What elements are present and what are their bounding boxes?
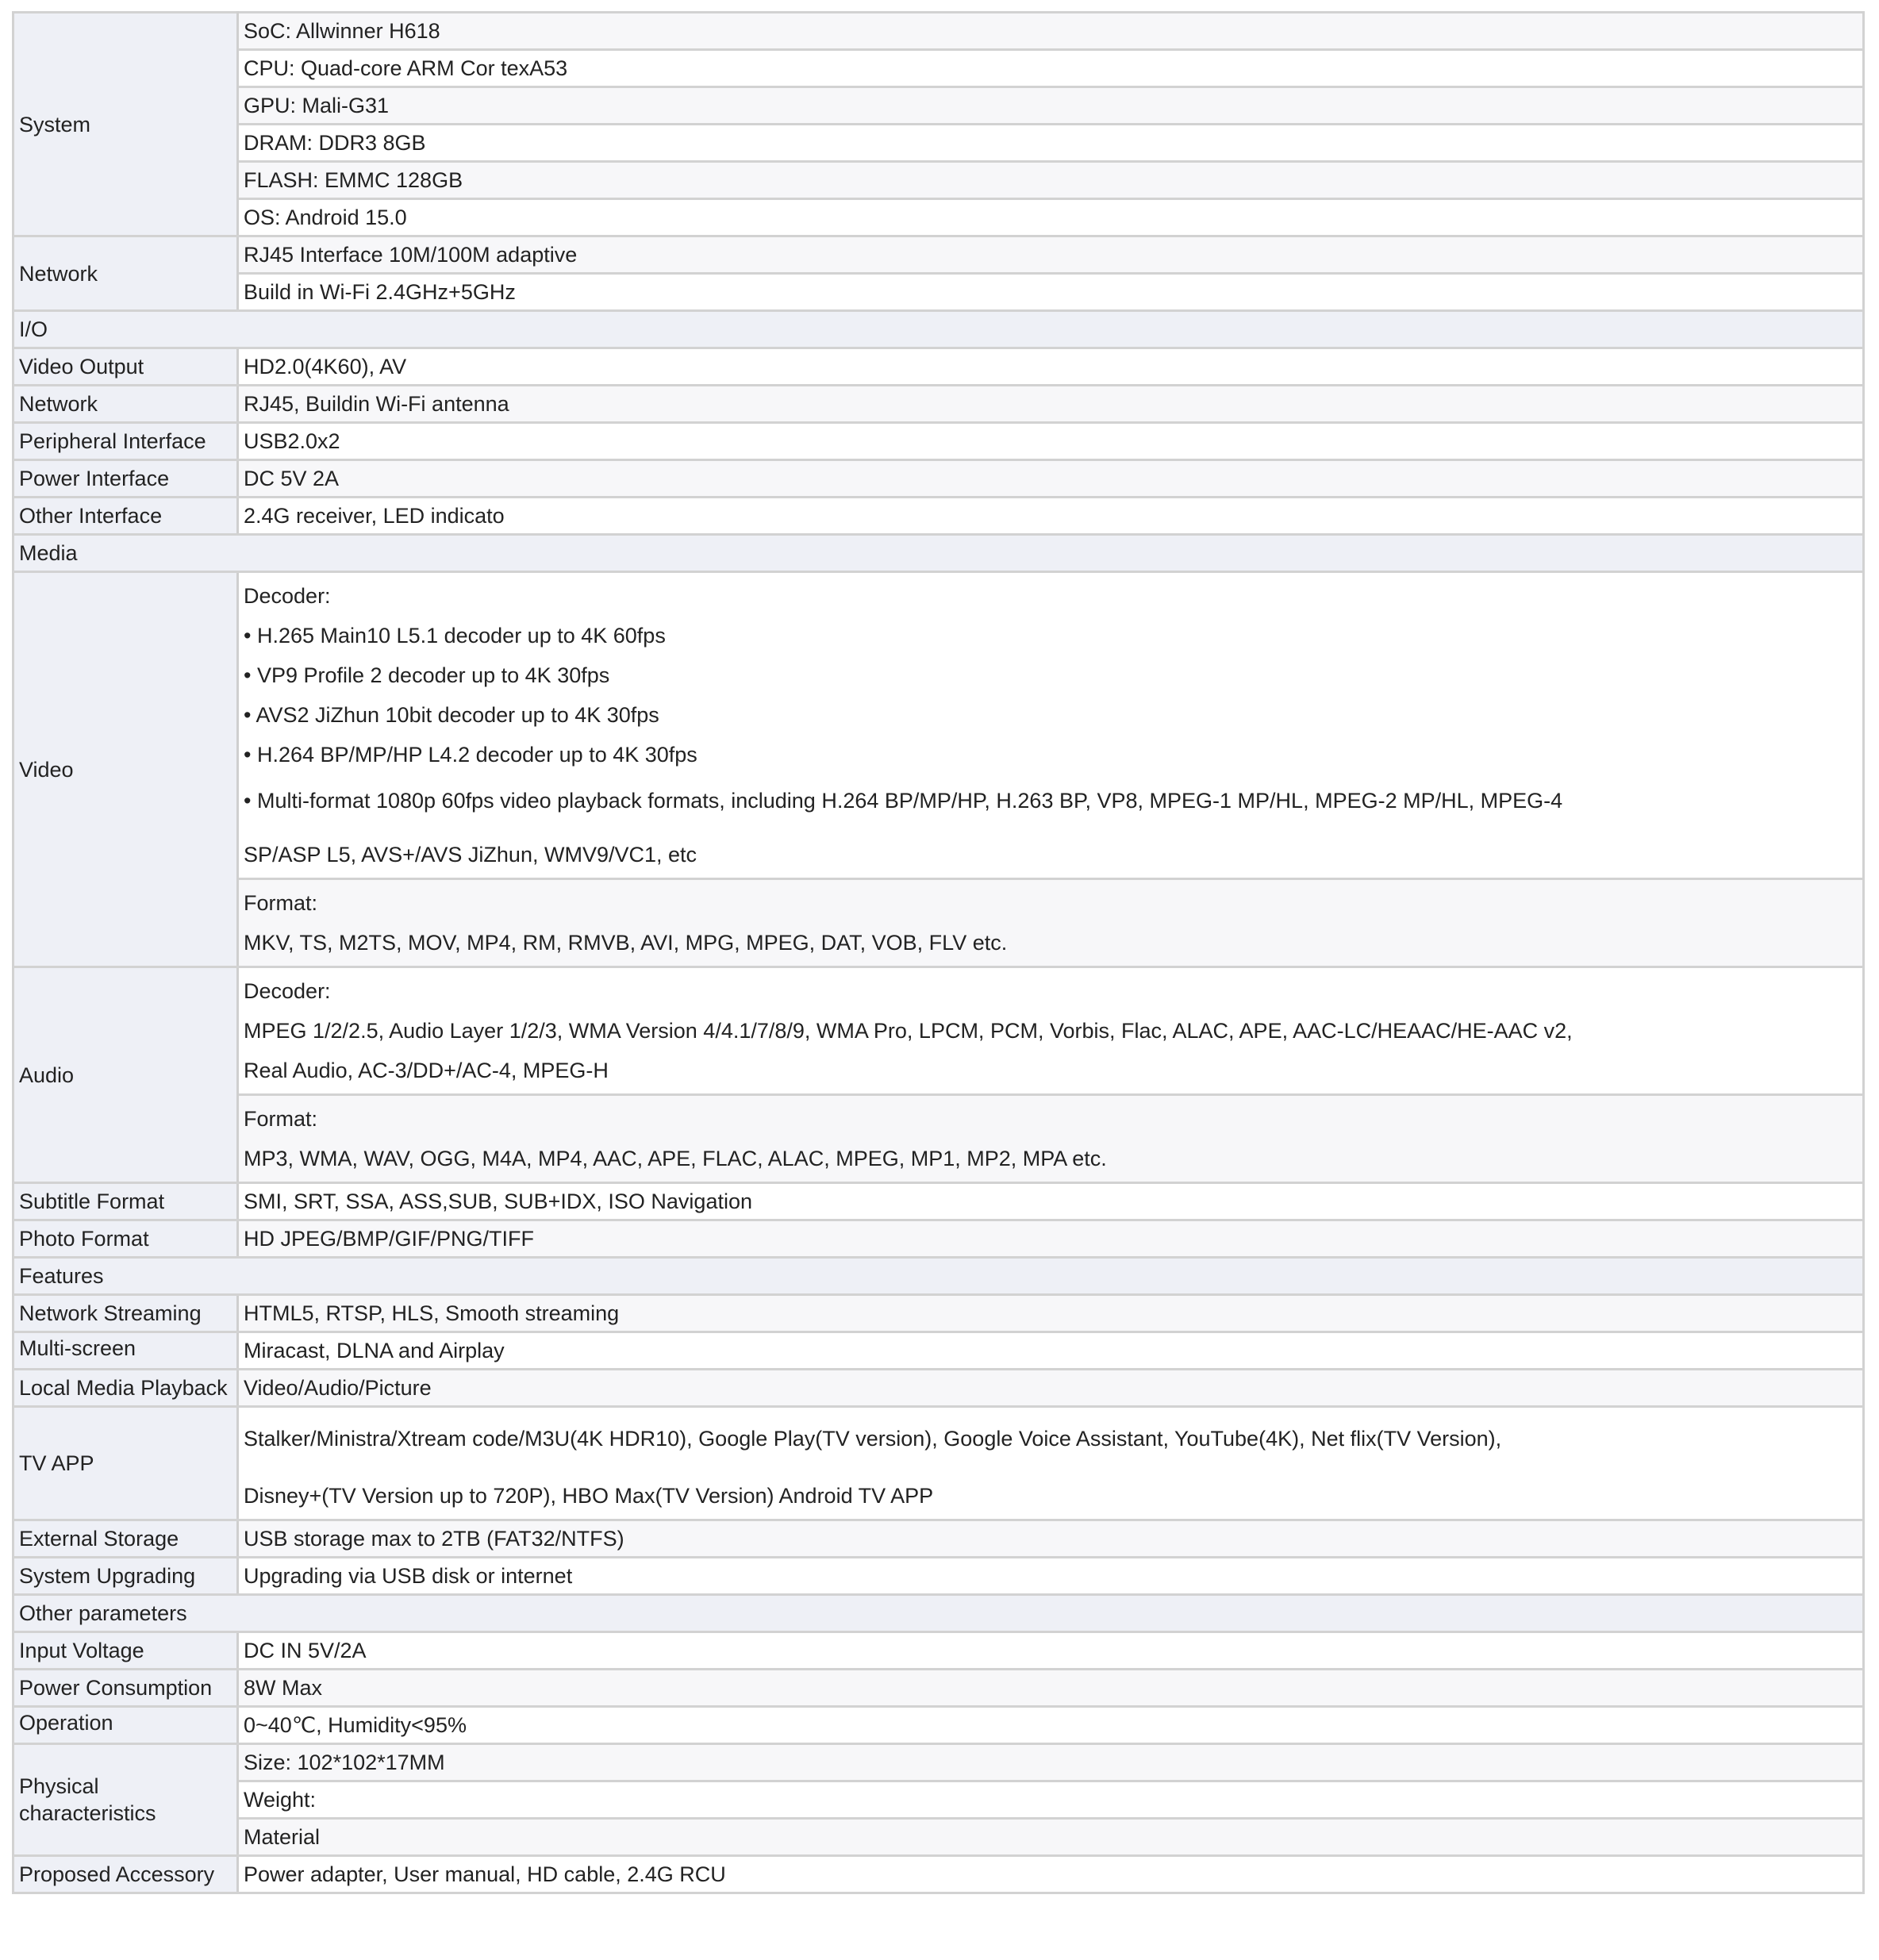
table-row: [13, 1183, 1864, 1220]
spec-value: USB2.0x2: [238, 423, 1864, 460]
table-row: [13, 50, 1864, 87]
spec-value: 8W Max: [238, 1670, 1864, 1707]
table-row: [13, 1707, 1864, 1744]
table-row: [13, 1407, 1864, 1520]
spec-value: [238, 1407, 1864, 1520]
spec-label: External Storage: [13, 1520, 238, 1558]
spec-value: FLASH: EMMC 128GB: [238, 162, 1864, 199]
spec-value-line: SP/ASP L5, AVS+/AVS JiZhun, WMV9/VC1, etc: [244, 843, 697, 867]
spec-label: Video Output: [13, 348, 238, 386]
section-heading: I/O: [13, 311, 1864, 348]
spec-value: DC 5V 2A: [238, 460, 1864, 498]
spec-label: Network Streaming: [13, 1295, 238, 1332]
spec-label: System Upgrading: [13, 1558, 238, 1595]
spec-value: [238, 967, 1864, 1095]
table-row: [13, 1558, 1864, 1595]
spec-value-line: • AVS2 JiZhun 10bit decoder up to 4K 30fps: [244, 703, 659, 727]
spec-label-text: Multi-screen: [19, 1336, 136, 1360]
section-heading: Features: [13, 1258, 1864, 1295]
spec-value-line: MP3, WMA, WAV, OGG, M4A, MP4, AAC, APE, FLAC, ALAC, MPEG, MP1, MP2, MPA etc.: [244, 1147, 1107, 1170]
spec-value: SoC: Allwinner H618: [238, 13, 1864, 50]
spec-label: Physical characteristics: [13, 1744, 238, 1856]
table-row: [13, 1632, 1864, 1670]
table-row: [13, 1670, 1864, 1707]
spec-value-line: MKV, TS, M2TS, MOV, MP4, RM, RMVB, AVI, MPG, MPEG, DAT, VOB, FLV etc.: [244, 931, 1008, 955]
section-heading: Media: [13, 535, 1864, 572]
table-row: [13, 13, 1864, 50]
spec-value: DC IN 5V/2A: [238, 1632, 1864, 1670]
section-row: [13, 535, 1864, 572]
spec-value: Miracast, DLNA and Airplay: [238, 1332, 1864, 1370]
section-row: [13, 1595, 1864, 1632]
spec-label: Peripheral Interface: [13, 423, 238, 460]
spec-label: Video: [13, 572, 238, 967]
spec-value: 2.4G receiver, LED indicato: [238, 498, 1864, 535]
table-row: [13, 1781, 1864, 1819]
table-row: [13, 1520, 1864, 1558]
spec-value: Video/Audio/Picture: [238, 1370, 1864, 1407]
spec-label: Photo Format: [13, 1220, 238, 1258]
table-row: [13, 199, 1864, 236]
spec-value-line: Stalker/Ministra/Xtream code/M3U(4K HDR10), Google Play(TV version), Google Voice Assistant, YouTube(4K), Net flix(TV Version),: [244, 1427, 1502, 1451]
spec-label: Audio: [13, 967, 238, 1183]
spec-value: RJ45, Buildin Wi-Fi antenna: [238, 386, 1864, 423]
spec-value: SMI, SRT, SSA, ASS,SUB, SUB+IDX, ISO Navigation: [238, 1183, 1864, 1220]
table-row: [13, 87, 1864, 125]
spec-value: GPU: Mali-G31: [238, 87, 1864, 125]
spec-value: HTML5, RTSP, HLS, Smooth streaming: [238, 1295, 1864, 1332]
spec-value: HD JPEG/BMP/GIF/PNG/TIFF: [238, 1220, 1864, 1258]
spec-value-line: • VP9 Profile 2 decoder up to 4K 30fps: [244, 663, 610, 687]
spec-value: USB storage max to 2TB (FAT32/NTFS): [238, 1520, 1864, 1558]
table-row: [13, 1856, 1864, 1893]
table-row: [13, 1095, 1864, 1183]
table-row: [13, 125, 1864, 162]
section-heading: Other parameters: [13, 1595, 1864, 1632]
table-row: [13, 572, 1864, 879]
table-row: [13, 1332, 1864, 1370]
spec-value-line: Format:: [244, 1107, 318, 1131]
spec-value: Power adapter, User manual, HD cable, 2.4G RCU: [238, 1856, 1864, 1893]
table-row: [13, 1370, 1864, 1407]
spec-label: Network: [13, 386, 238, 423]
spec-value-line: MPEG 1/2/2.5, Audio Layer 1/2/3, WMA Version 4/4.1/7/8/9, WMA Pro, LPCM, PCM, Vorbis, Flac, ALAC, APE, AAC-LC/HEAAC/HE-AAC v2,: [244, 1019, 1573, 1043]
table-row: [13, 1295, 1864, 1332]
spec-label: Power Interface: [13, 460, 238, 498]
spec-value: Build in Wi-Fi 2.4GHz+5GHz: [238, 274, 1864, 311]
spec-value: Weight:: [238, 1781, 1864, 1819]
spec-table: [12, 11, 1865, 1894]
section-row: [13, 311, 1864, 348]
table-row: [13, 967, 1864, 1095]
table-row: [13, 386, 1864, 423]
table-row: [13, 1744, 1864, 1781]
spec-value: Upgrading via USB disk or internet: [238, 1558, 1864, 1595]
spec-label: Local Media Playback: [13, 1370, 238, 1407]
table-row: [13, 423, 1864, 460]
spec-label: [13, 1332, 238, 1370]
spec-value-line: • Multi-format 1080p 60fps video playback formats, including H.264 BP/MP/HP, H.263 BP, VP8, MPEG-1 MP/HL, MPEG-2 MP/HL, MPEG-4: [244, 789, 1563, 813]
spec-value: Material: [238, 1819, 1864, 1856]
table-row: [13, 162, 1864, 199]
spec-value-line: • H.264 BP/MP/HP L4.2 decoder up to 4K 30fps: [244, 743, 697, 767]
spec-value-line: Real Audio, AC-3/DD+/AC-4, MPEG-H: [244, 1059, 609, 1082]
table-row: [13, 236, 1864, 274]
spec-label: Subtitle Format: [13, 1183, 238, 1220]
table-row: [13, 274, 1864, 311]
spec-value: OS: Android 15.0: [238, 199, 1864, 236]
spec-value-line: Decoder:: [244, 584, 331, 608]
table-row: [13, 1819, 1864, 1856]
spec-value: [238, 1095, 1864, 1183]
spec-value: DRAM: DDR3 8GB: [238, 125, 1864, 162]
spec-label: TV APP: [13, 1407, 238, 1520]
spec-value: [238, 572, 1864, 879]
table-row: [13, 1220, 1864, 1258]
table-row: [13, 879, 1864, 967]
spec-value: [238, 879, 1864, 967]
table-row: [13, 498, 1864, 535]
spec-label: Power Consumption: [13, 1670, 238, 1707]
spec-value: CPU: Quad-core ARM Cor texA53: [238, 50, 1864, 87]
spec-label-text: Operation: [19, 1711, 113, 1735]
spec-value: Size: 102*102*17MM: [238, 1744, 1864, 1781]
spec-label: System: [13, 13, 238, 236]
spec-value-line: Format:: [244, 891, 318, 915]
section-row: [13, 1258, 1864, 1295]
spec-label: Other Interface: [13, 498, 238, 535]
spec-value: RJ45 Interface 10M/100M adaptive: [238, 236, 1864, 274]
spec-label: Input Voltage: [13, 1632, 238, 1670]
spec-value: 0~40℃, Humidity<95%: [238, 1707, 1864, 1744]
table-row: [13, 460, 1864, 498]
spec-value: HD2.0(4K60), AV: [238, 348, 1864, 386]
spec-label: Proposed Accessory: [13, 1856, 238, 1893]
spec-value-line: Decoder:: [244, 979, 331, 1003]
spec-label: Network: [13, 236, 238, 311]
table-row: [13, 348, 1864, 386]
spec-value-line: • H.265 Main10 L5.1 decoder up to 4K 60fps: [244, 624, 666, 648]
spec-value-line: Disney+(TV Version up to 720P), HBO Max(TV Version) Android TV APP: [244, 1484, 934, 1508]
spec-label: [13, 1707, 238, 1744]
